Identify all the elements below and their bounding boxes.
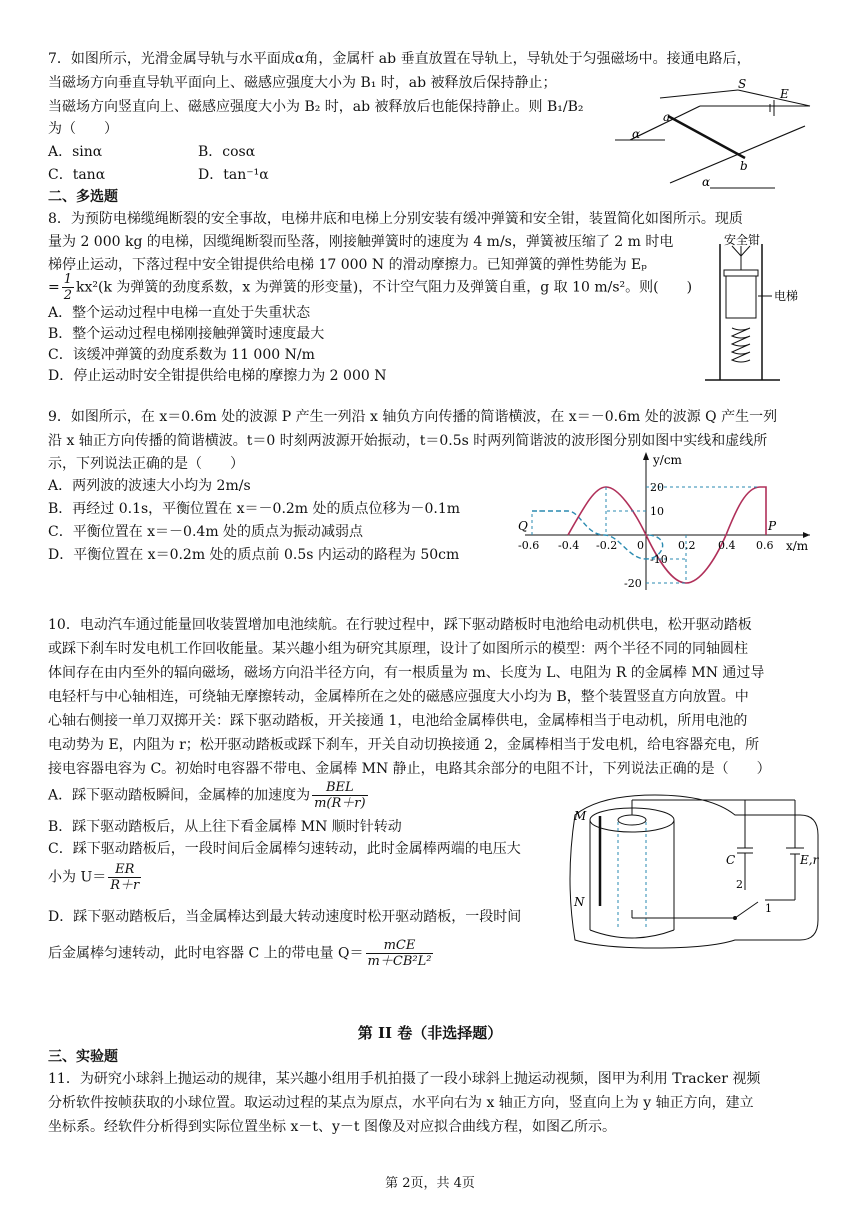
q10-fig-label-c: C <box>726 853 736 867</box>
section-multiple-choice: 二、多选题 <box>48 189 118 205</box>
q7-fig-label-alpha1: α <box>632 127 641 141</box>
q9-xtick-0: 0 <box>637 539 644 552</box>
q10-fig-label-n: N <box>574 895 585 909</box>
q10-option-c-fraction <box>108 862 141 893</box>
q9-line3: 示，下列说法正确的是（ ） <box>48 456 244 472</box>
q10-option-d-line1: D．踩下驱动踏板后，当金属棒达到最大转动速度时松开驱动踏板，一段时间 <box>48 909 522 925</box>
q8-line4-eq: = <box>48 279 60 296</box>
q8-half-num: 1 <box>63 272 73 287</box>
page-footer: 第 2页，共 4页 <box>385 1176 475 1191</box>
q10-line3: 体间存在由内至外的辐向磁场，磁场方向沿半径方向，有一根质量为 m、长度为 L、电阻为 R 的金属棒 MN 通过导 <box>48 665 765 681</box>
q10-cylinder-figure <box>560 790 825 950</box>
q9-xtick-04: 0.4 <box>718 539 736 552</box>
q8-line2: 量为 2 000 kg 的电梯，因缆绳断裂而坠落，刚接触弹簧时的速度为 4 m/s，弹簧被压缩了 2 m 时电 <box>48 234 674 250</box>
q10-option-c-text: 小为 U＝ <box>48 869 107 886</box>
q7-option-d: D．tan⁻¹α <box>198 167 269 183</box>
q7-line1: 7．如图所示，光滑金属导轨与水平面成α角，金属杆 ab 垂直放置在导轨上，导轨处于匀强磁场中。接通电路后， <box>48 51 751 67</box>
q8-line3: 梯停止运动，下落过程中安全钳提供给电梯 17 000 N 的滑动摩擦力。已知弹簧的弹性势能为 Eₚ <box>48 257 647 273</box>
q7-option-c: C．tanα <box>48 167 106 183</box>
q9-label-p: P <box>768 519 777 533</box>
q8-option-d: D．停止运动时安全钳提供给电梯的摩擦力为 2 000 N <box>48 368 387 384</box>
q11-line2: 分析软件按帧获取的小球位置。取运动过程的某点为原点，水平向右为 x 轴正方向，竖直向上为 y 轴正方向，建立 <box>48 1095 754 1111</box>
q9-ytick-10: 10 <box>650 505 664 518</box>
q8-option-c: C．该缓冲弹簧的劲度系数为 11 000 N/m <box>48 347 315 363</box>
q10-option-a-fraction <box>312 780 367 811</box>
q10-option-d-line2 <box>48 938 435 969</box>
q8-line4-rest: kx²(k 为弹簧的劲度系数，x 为弹簧的形变量)，不计空气阻力及弹簧自重，g 取 10 m/s²。则( ) <box>76 279 693 296</box>
q9-xtick-neg04: -0.4 <box>558 539 580 552</box>
q8-half-den: 2 <box>63 288 73 303</box>
q7-rail-figure <box>610 78 815 193</box>
q10-option-c-den: R＋r <box>110 878 140 893</box>
q8-option-a: A．整个运动过程中电梯一直处于失重状态 <box>48 305 311 321</box>
q7-option-b: B．cosα <box>198 144 256 160</box>
q10-option-c-line2 <box>48 862 143 893</box>
q10-option-d-den: m＋CB²L² <box>367 954 432 969</box>
q7-line4: 为（ ） <box>48 121 118 137</box>
q11-line3: 坐标系。经软件分析得到实际位置坐标 x－t、y－t 图像及对应拟合曲线方程，如图乙所示。 <box>48 1119 616 1135</box>
q9-option-b: B．再经过 0.1s，平衡位置在 x＝－0.2m 处的质点位移为－0.1m <box>48 501 461 517</box>
q9-wave-graph <box>510 450 815 595</box>
q10-line4: 电轻杆与中心轴相连，可绕轴无摩擦转动，金属棒所在之处的磁感应强度大小均为 B，整个装置竖直方向放置。中 <box>48 689 749 705</box>
q10-option-b: B．踩下驱动踏板后，从上往下看金属棒 MN 顺时针转动 <box>48 819 402 835</box>
q10-fig-label-switch2: 2 <box>736 878 743 891</box>
q9-option-c: C．平衡位置在 x＝－0.4m 处的质点为振动减弱点 <box>48 524 364 540</box>
q10-option-d-fraction <box>366 938 434 969</box>
q9-ytick-neg20: -20 <box>624 577 642 590</box>
q10-fig-label-m: M <box>574 809 587 823</box>
q8-elevator-figure <box>700 232 815 384</box>
q7-fig-label-e: E <box>780 87 789 101</box>
q10-option-a <box>48 780 370 811</box>
q8-option-b: B．整个运动过程电梯刚接触弹簧时速度最大 <box>48 326 325 342</box>
q7-line3: 当磁场方向竖直向上、磁感应强度大小为 B₂ 时，ab 被释放后也能保持静止。则 B₁/B₂ <box>48 99 584 115</box>
part2-title: 第 II 卷（非选择题） <box>357 1024 503 1042</box>
q7-fig-label-b: b <box>740 159 748 173</box>
q8-fig-label-clamp: 安全钳 <box>724 233 761 247</box>
q9-option-a: A．两列波的波速大小均为 2m/s <box>48 478 251 494</box>
q9-ytick-neg10: -10 <box>650 553 668 566</box>
q10-option-a-den: m(R＋r) <box>314 796 366 811</box>
q9-ytick-20: 20 <box>650 481 664 494</box>
q8-line1: 8．为预防电梯缆绳断裂的安全事故，电梯井底和电梯上分别安装有缓冲弹簧和安全钳，装置简化如图所示。现质 <box>48 211 743 227</box>
q10-option-a-text: A．踩下驱动踏板瞬间，金属棒的加速度为 <box>48 787 311 804</box>
q7-fig-label-s: S <box>738 78 747 91</box>
q7-option-a: A．sinα <box>48 144 103 160</box>
q10-option-d-num: mCE <box>366 938 434 954</box>
q9-xtick-02: 0.2 <box>678 539 696 552</box>
q10-line5: 心轴右侧接一单刀双掷开关：踩下驱动踏板，开关接通 1，电池给金属棒供电，金属棒相当于电动机，所用电池的 <box>48 713 748 729</box>
q10-option-c-line1: C．踩下驱动踏板后，一段时间后金属棒匀速转动，此时金属棒两端的电压大 <box>48 841 521 857</box>
q10-option-d-text: 后金属棒匀速转动，此时电容器 C 上的带电量 Q＝ <box>48 945 364 962</box>
q10-line7: 接电容器电容为 C。初始时电容器不带电、金属棒 MN 静止，电路其余部分的电阻不计，下列说法正确的是（ ） <box>48 761 771 777</box>
q9-option-d: D．平衡位置在 x＝0.2m 处的质点前 0.5s 内运动的路程为 50cm <box>48 547 460 563</box>
q9-xtick-neg02: -0.2 <box>596 539 618 552</box>
q10-option-a-num: BEL <box>312 780 367 796</box>
q10-option-c-num: ER <box>108 862 141 878</box>
q10-line6: 电动势为 E，内阻为 r；松开驱动踏板或踩下刹车，开关自动切换接通 2，金属棒相当于发电机，给电容器充电，所 <box>48 737 760 753</box>
q7-line2: 当磁场方向垂直导轨平面向上、磁感应强度大小为 B₁ 时，ab 被释放后保持静止； <box>48 75 557 91</box>
q9-x-axis-label: x/m <box>786 539 809 553</box>
q9-xtick-neg06: -0.6 <box>518 539 540 552</box>
q7-fig-label-a: a <box>663 110 671 124</box>
q10-line1: 10．电动汽车通过能量回收装置增加电池续航。在行驶过程中，踩下驱动踏板时电池给电动机供电，松开驱动踏板 <box>48 617 752 633</box>
q11-line1: 11．为研究小球斜上抛运动的规律，某兴趣小组用手机拍摄了一段小球斜上抛运动视频，图甲为利用 Tracker 视频 <box>48 1071 761 1087</box>
q9-y-axis-label: y/cm <box>653 453 682 467</box>
q10-fig-label-er: E,r <box>800 853 819 867</box>
q8-half-fraction <box>62 272 74 303</box>
q9-label-q: Q <box>518 519 528 533</box>
section-experiment: 三、实验题 <box>48 1049 118 1065</box>
q9-line1: 9．如图所示，在 x＝0.6m 处的波源 P 产生一列沿 x 轴负方向传播的简谐横波，在 x＝－0.6m 处的波源 Q 产生一列 <box>48 409 778 425</box>
q9-line2: 沿 x 轴正方向传播的简谐横波。t＝0 时刻两波源开始振动，t＝0.5s 时两列简谐波的波形图分别如图中实线和虚线所 <box>48 433 768 449</box>
q8-fig-label-elevator: 电梯 <box>774 289 799 303</box>
q10-line2: 或踩下刹车时发电机工作回收能量。某兴趣小组为研究其原理，设计了如图所示的模型：两个半径不同的同轴圆柱 <box>48 641 748 657</box>
q7-fig-label-alpha2: α <box>702 175 711 189</box>
q9-xtick-06: 0.6 <box>756 539 774 552</box>
q10-fig-label-switch1: 1 <box>765 902 772 915</box>
q8-line4 <box>48 272 692 303</box>
